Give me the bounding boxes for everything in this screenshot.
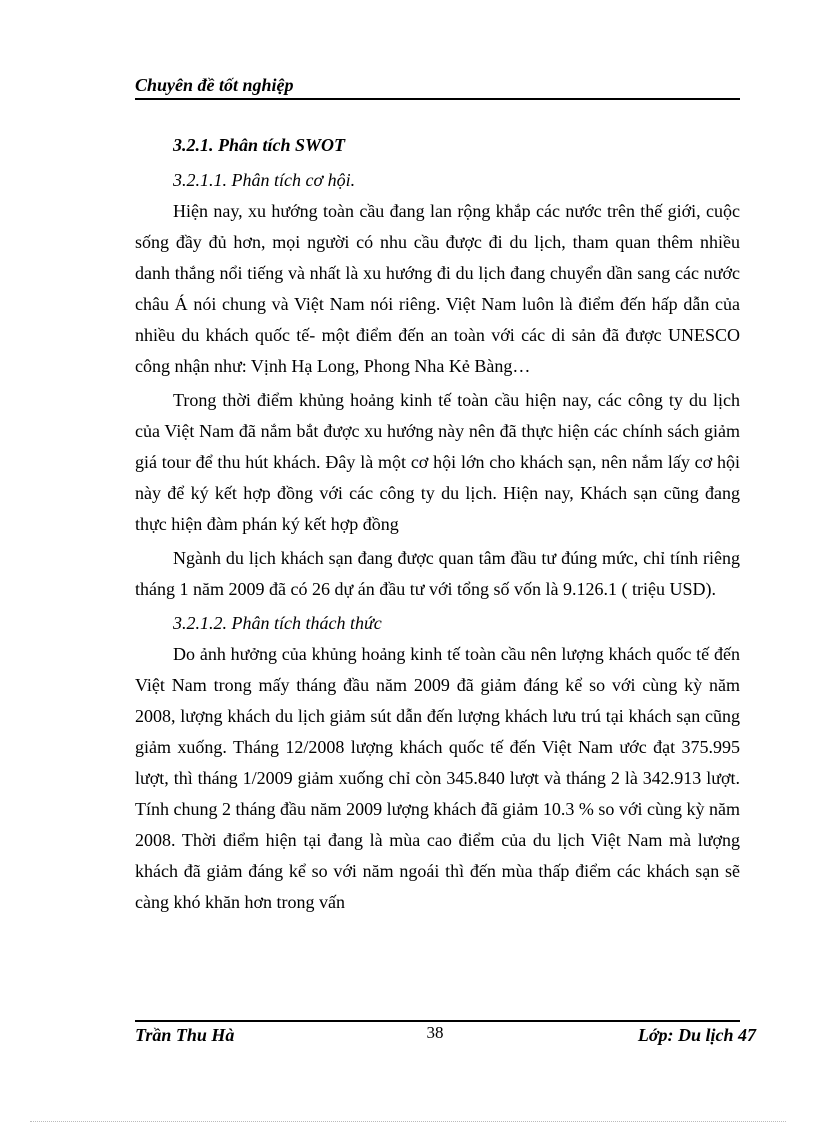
paragraph-opportunity-2: Trong thời điểm khủng hoảng kinh tế toàn cầu hiện nay, các công ty du lịch của Việt Nam đã nắm bắt được xu hướng này nên đã thực hiện các chính sách giảm giá tour để thu hút khách. Đây là một cơ hội lớn cho khách sạn, nên nắm lấy cơ hội này để ký kết hợp đồng với các công ty du lịch. Hiện nay, Khách sạn cũng đang thực hiện đàm phán ký kết hợp đồng <box>135 390 740 534</box>
paragraph-threat: Do ảnh hưởng của khủng hoảng kinh tế toàn cầu nên lượng khách quốc tế đến Việt Nam trong mấy tháng đầu năm 2009 đã giảm đáng kể so với cùng kỳ năm 2008, lượng khách du lịch giảm sút dẫn đến lượng khách lưu trú tại khách sạn cũng giảm xuống. Tháng 12/2008 lượng khách quốc tế đến Việt Nam ước đạt 375.995 lượt, thì tháng 1/2009 giảm xuống chỉ còn 345.840 lượt và tháng 2 là 342.913 lượt. Tính chung 2 tháng đầu năm 2009 lượng khách đã giảm 10.3 % so với cùng kỳ năm 2008. Thời điểm hiện tại đang là mùa cao điểm của du lịch Việt Nam mà lượng khách đã giảm đáng kể so với năm ngoái thì đến mùa thấp điểm các khách sạn sẽ càng khó khăn hơn trong vấn <box>135 644 740 912</box>
footer-author: Trần Thu Hà <box>135 1025 235 1045</box>
subsection-heading-threat: 3.2.1.2. Phân tích thách thức <box>173 613 382 633</box>
footer-divider <box>135 1020 740 1022</box>
section-heading: 3.2.1. Phân tích SWOT <box>173 135 346 155</box>
footer-class-label: Lớp: Du lịch 47 <box>637 1025 756 1045</box>
page-number: 38 <box>426 1023 444 1042</box>
paragraph-opportunity-3: Ngành du lịch khách sạn đang được quan tâm đầu tư đúng mức, chỉ tính riêng tháng 1 năm 2009 đã có 26 dự án đầu tư với tổng số vốn là 9.126.1 ( triệu USD). <box>135 548 740 599</box>
paragraph-opportunity-1: Hiện nay, xu hướng toàn cầu đang lan rộng khắp các nước trên thế giới, cuộc sống đầy đủ hơn, mọi người có nhu cầu được đi du lịch, tham quan thêm nhiều danh thắng nổi tiếng và nhất là xu hướng đi du lịch đang chuyển dần sang các nước châu Á nói chung và Việt Nam nói riêng. Việt Nam luôn là điểm đến hấp dẫn của nhiều du khách quốc tế- một điểm đến an toàn với các di sản đã được UNESCO công nhận như: Vịnh Hạ Long, Phong Nha Kẻ Bàng… <box>135 201 740 376</box>
header-title: Chuyên đề tốt nghiệp <box>135 75 294 95</box>
document-body <box>135 130 740 918</box>
header-divider <box>135 98 740 100</box>
page-edge-divider <box>30 1121 786 1122</box>
subsection-heading-opportunity: 3.2.1.1. Phân tích cơ hội. <box>173 170 356 190</box>
